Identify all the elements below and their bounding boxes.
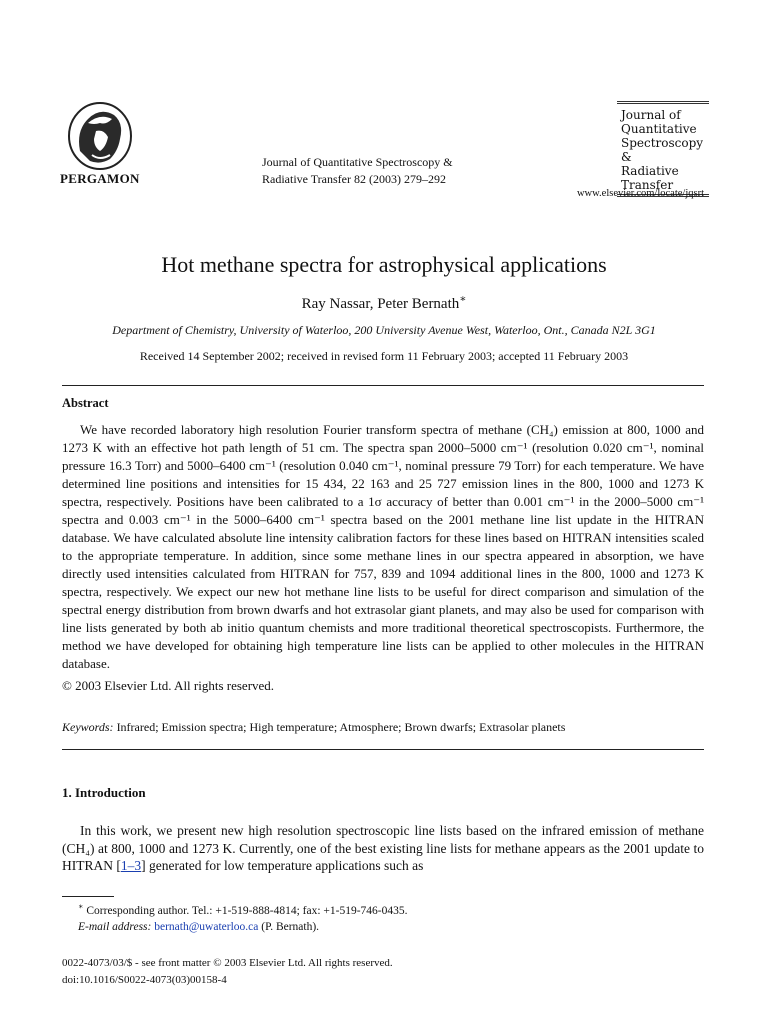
journal-box-line: Journal of [621,108,681,122]
footnote-line [62,903,408,919]
received-dates: Received 14 September 2002; received in revised form 11 February 2003; accepted 11 February 2003 [139,349,629,363]
citation-line-1: Journal of Quantitative Spectroscopy & [262,155,453,169]
email-link[interactable]: bernath@uwaterloo.ca [154,921,259,933]
footnote-text: Corresponding author. Tel.: +1-519-888-4814; fax: +1-519-746-0435. [86,905,408,917]
intro-text-cont: ] generated for low temperature applications such as [141,858,424,873]
keywords-list: Infrared; Emission spectra; High temperature; Atmosphere; Brown dwarfs; Extrasolar planets [116,720,566,734]
keywords [62,720,704,735]
email-suffix: (P. Bernath). [261,921,320,933]
keywords-label: Keywords: [62,720,114,734]
publisher-name: PERGAMON [60,171,140,186]
journal-box-line: Transfer [621,178,674,192]
footnote-rule [62,896,114,897]
journal-box-line: Spectroscopy & [621,136,704,164]
journal-box-line: Radiative [621,164,679,178]
citation-link[interactable]: 1–3 [120,858,142,873]
issn-block [62,955,393,989]
abstract-top-rule [62,385,704,386]
journal-citation [262,154,453,188]
article-title: Hot methane spectra for astrophysical applications [161,252,607,277]
corresponding-author-mark[interactable]: ∗ [459,294,467,305]
abstract-bottom-rule [62,749,704,750]
abstract-heading: Abstract [62,396,109,410]
abstract-body [62,421,704,673]
authors-text: Ray Nassar, Peter Bernath [301,296,460,312]
footnote [62,903,408,935]
journal-box-line: Quantitative [621,122,697,136]
abstract-copyright: © 2003 Elsevier Ltd. All rights reserved. [62,678,275,693]
journal-url[interactable]: www.elsevier.com/locate/jqsrt [576,188,704,199]
introduction-paragraph [62,822,704,875]
footnote-email-line [62,919,408,935]
email-label: E-mail address: [78,921,152,933]
author-list [0,296,768,313]
journal-title-box [617,101,709,197]
doi-line: doi:10.1016/S0022-4073(03)00158-4 [62,974,227,986]
affiliation: Department of Chemistry, University of Waterloo, 200 University Avenue West, Waterloo, Ont., Canada N2L 3G1 [112,323,656,337]
intro-text: In this work, we present new high resolution spectroscopic line lists based on the infrared emission of methane (CH₄) at 800, 1000 and 1273 K. Currently, one of the best existing line lists for methane appears as the 2001 update to HITRAN [ [62,823,704,873]
citation-line-2: Radiative Transfer 82 (2003) 279–292 [262,172,446,186]
footnote-mark: ∗ [78,902,84,912]
section-heading-introduction: 1. Introduction [62,785,146,800]
issn-line: 0022-4073/03/$ - see front matter © 2003 Elsevier Ltd. All rights reserved. [62,957,393,969]
publisher-logo [66,101,134,171]
abstract-text: We have recorded laboratory high resolution Fourier transform spectra of methane (CH₄) emission at 800, 1000 and 1273 K with an effective hot path length of 51 cm. The spectra span 2000–5000 cm⁻¹ (resolution 0.020 cm⁻¹, nominal pressure 16.3 Torr) and 5000–6400 cm⁻¹ (resolution 0.040 cm⁻¹, nominal pressure 79 Torr) for each temperature. We have determined line positions and intensities for 15 434, 22 163 and 25 727 emission lines in the 800, 1000 and 1273 K spectra, respectively. Positions have been calibrated to a 1σ accuracy of better than 0.001 cm⁻¹ in the 2000–5000 cm⁻¹ spectra and 0.003 cm⁻¹ in the 5000–6400 cm⁻¹ spectra based on the 2001 methane line list update in the HITRAN database. We have calculated absolute line intensity calibration factors for these lines based on HITRAN intensities scaled to the appropriate temperature. In addition, since some methane lines in our spectra appeared in absorption, we have directly used intensities calculated from HITRAN for 757, 839 and 1094 additional lines in the 800, 1000 and 1273 K spectra, respectively. We expect our new hot methane line lists to be useful for direct comparison and simulation of the spectral energy distribution from brown dwarfs and hot extrasolar giant planets, and may also be used for comparison with line lists generated by both ab initio quantum chemists and more traditional theoretical spectroscopists. Furthermore, the method we have developed for obtaining high temperature line lists can be applied to other molecules in the HITRAN database. [62,422,704,671]
